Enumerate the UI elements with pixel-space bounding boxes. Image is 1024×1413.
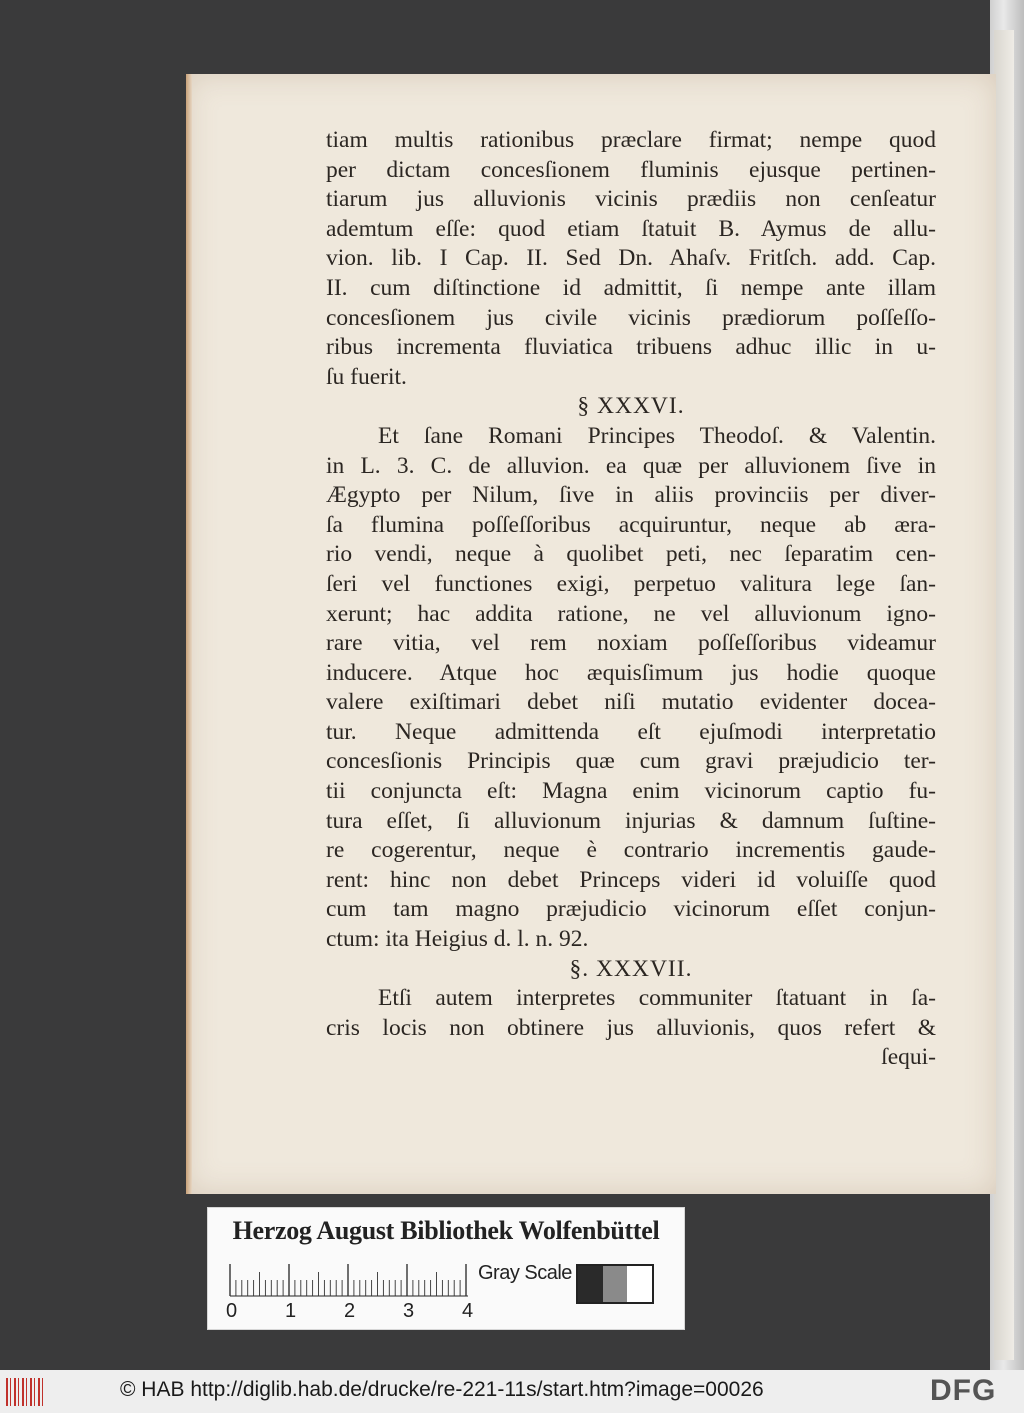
book-page — [186, 74, 996, 1194]
page-edge — [186, 74, 192, 1194]
text-line: tii conjuncta eſt: Magna enim vicinorum captio fu- — [326, 778, 936, 805]
ruler-number: 4 — [462, 1300, 474, 1322]
gray-scale-label: Gray Scale — [478, 1262, 572, 1284]
text-line: tur. Neque admittenda eſt ejuſmodi interpretatio — [326, 718, 936, 745]
ruler-numbers — [226, 1300, 486, 1324]
section-heading: §. XXXVII. — [569, 955, 693, 982]
gray-swatch — [627, 1266, 652, 1302]
ruler-number: 3 — [403, 1300, 415, 1322]
text-line: II. cum diſtinctione id admittit, ſi nempe ante illam — [326, 274, 936, 301]
text-line: xerunt; hac addita ratione, ne vel alluvionum igno- — [326, 600, 936, 627]
text-line: rare vitia, vel rem noxiam poſſeſſoribus videamur — [326, 630, 936, 657]
library-color-card — [207, 1207, 685, 1330]
text-line: tura eſſet, ſi alluvionum injurias & damnum ſuſtine- — [326, 807, 936, 834]
hab-barcode-icon — [6, 1378, 46, 1406]
page-text — [326, 126, 936, 1073]
text-line: in L. 3. C. de alluvion. ea quæ per alluvionem ſive in — [326, 452, 936, 479]
text-line: cris locis non obtinere jus alluvionis, quos refert & — [326, 1014, 936, 1041]
text-line: Et ſane Romani Principes Theodoſ. & Valentin. — [378, 422, 936, 449]
section-heading: § XXXVI. — [577, 393, 685, 420]
text-line: ribus incrementa fluviatica tribuens adhuc illic in u- — [326, 334, 936, 361]
text-line: ſeri vel functiones exigi, perpetuo valitura lege ſan- — [326, 570, 936, 597]
library-name: Herzog August Bibliothek Wolfenbüttel — [232, 1216, 660, 1245]
text-line: per dictam concesſionem fluminis ejusque pertinen- — [326, 156, 936, 183]
text-line: tiam multis rationibus præclare firmat; nempe quod — [326, 127, 936, 153]
text-line: concesſionis Principis quæ cum gravi præjudicio ter- — [326, 748, 936, 775]
text-line: ctum: ita Heigius d. l. n. 92. — [326, 926, 589, 953]
footer-bar — [0, 1370, 1024, 1413]
gray-swatch — [578, 1266, 603, 1302]
dfg-logo: DFG — [930, 1374, 997, 1407]
text-line: re cogerentur, neque è contrario incrementis gaude- — [326, 837, 936, 864]
text-line: ſequi- — [881, 1044, 936, 1071]
ruler-number: 1 — [285, 1300, 297, 1322]
text-line: rent: hinc non debet Princeps videri id voluiſſe quod — [326, 866, 936, 893]
text-line: concesſionem jus civile vicinis prædiorum poſſeſſo- — [326, 304, 936, 331]
ruler-scale — [228, 1260, 478, 1300]
text-line: ſa flumina poſſeſſoribus acquiruntur, neque ab æra- — [326, 511, 936, 538]
text-line: ademtum eſſe: quod etiam ſtatuit B. Aymus de allu- — [326, 215, 936, 242]
text-line: tiarum jus alluvionis vicinis prædiis non cenſeatur — [326, 186, 936, 213]
ruler-number: 2 — [344, 1300, 356, 1322]
text-line: rio vendi, neque à quolibet peti, nec ſeparatim cen- — [326, 541, 936, 568]
text-line: inducere. Atque hoc æquisſimum jus hodie quoque — [326, 659, 936, 686]
text-line: ſu fuerit. — [326, 363, 407, 390]
gray-swatch — [603, 1266, 628, 1302]
footer-credit[interactable]: © HAB http://diglib.hab.de/drucke/re-221-11s/start.htm?image=00026 — [120, 1378, 764, 1401]
ruler-number: 0 — [226, 1300, 238, 1322]
text-line: cum tam magno præjudicio vicinorum eſſet conjun- — [326, 896, 936, 923]
text-line: Etſi autem interpretes communiter ſtatuant in ſa- — [378, 985, 936, 1012]
text-line: valere exiſtimari debet niſi mutatio evidenter docea- — [326, 689, 936, 716]
text-line: vion. lib. I Cap. II. Sed Dn. Ahaſv. Fritſch. add. Cap. — [326, 245, 936, 272]
gray-scale-swatches — [576, 1264, 654, 1304]
adjacent-page-inner — [994, 30, 1014, 1360]
text-line: Ægypto per Nilum, ſive in aliis provinciis per diver- — [326, 482, 936, 509]
